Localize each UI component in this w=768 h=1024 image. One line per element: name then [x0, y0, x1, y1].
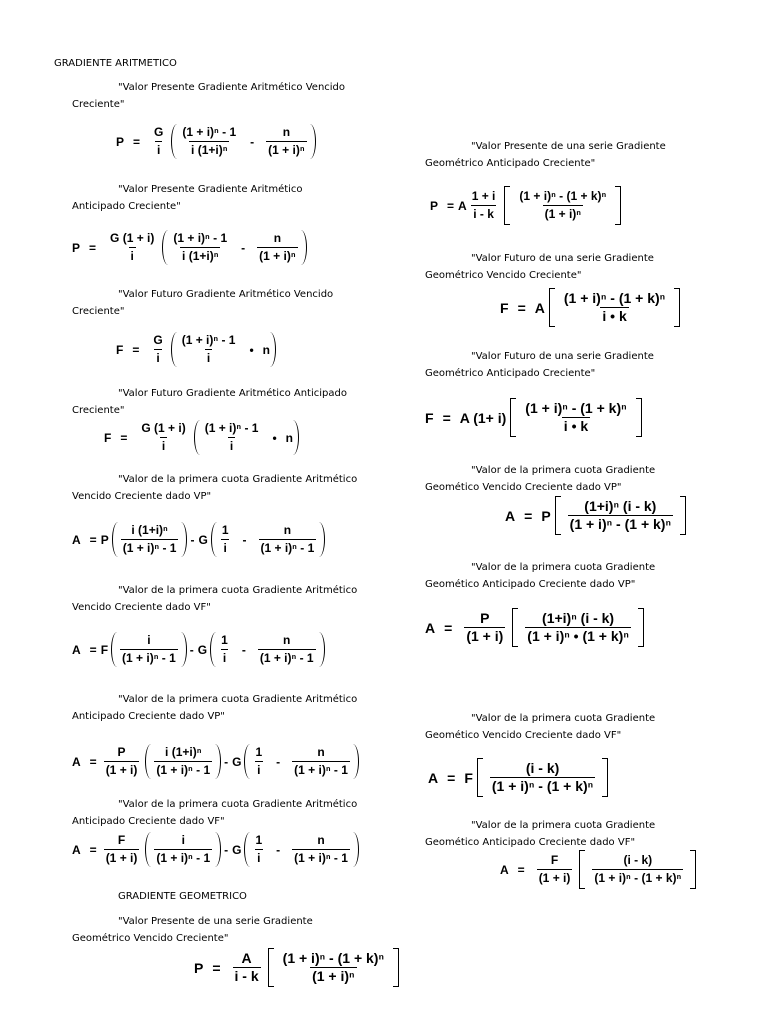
denominator: (1 + i)ⁿ: [259, 249, 296, 263]
denominator: i • k: [602, 308, 627, 324]
square-bracket: [512, 608, 644, 647]
section-heading-geometric: GRADIENTE GEOMETRICO: [118, 891, 247, 902]
fraction: [292, 834, 350, 865]
caption-line: "Valor Presente Gradiente Aritmético Vencido: [118, 82, 346, 93]
denominator: (1 + i)ⁿ - 1: [259, 651, 314, 665]
formula-equals: =: [447, 769, 456, 786]
formula-var: F: [464, 769, 473, 786]
denominator: i - k: [234, 968, 259, 984]
numerator: P: [480, 610, 490, 626]
formula-operator: -: [276, 754, 281, 769]
formula-cuota-arith-vencido-vf: [72, 632, 328, 667]
denominator: (1 + i)ⁿ: [268, 143, 305, 157]
formula-var: F: [425, 409, 434, 426]
denominator: (1 + i)ⁿ - 1: [260, 541, 315, 555]
formula-equals: =: [447, 198, 455, 213]
caption-line: "Valor Futuro de una serie Gradiente: [471, 351, 654, 362]
numerator: P: [117, 745, 126, 759]
formula-cuota-arith-vencido-vp: [72, 522, 328, 557]
term: (1 + i)ⁿ: [527, 628, 570, 644]
parenthesis: [210, 632, 324, 667]
fraction: [253, 834, 264, 865]
formula-equals: =: [89, 240, 97, 255]
parenthesis: [211, 522, 325, 557]
caption-line: Geométrico Anticipado Creciente": [425, 157, 596, 169]
caption-line: Vencido Creciente dado VF": [72, 601, 211, 613]
caption-line: Geomético Anticipado Creciente dado VP": [425, 578, 636, 590]
numerator: i: [181, 833, 185, 847]
formula-var: A: [425, 619, 436, 636]
fraction: [253, 746, 264, 777]
caption-line: "Valor Presente Gradiente Aritmético: [118, 184, 303, 195]
numerator: i (1+i)ⁿ: [165, 745, 202, 759]
numerator: [523, 402, 628, 417]
formula-equals: =: [517, 862, 525, 877]
fraction: [180, 334, 238, 365]
term: (1 + k)ⁿ: [337, 950, 385, 966]
denominator: [490, 777, 595, 793]
numerator: A: [241, 950, 252, 966]
formula-operator: -: [276, 842, 281, 857]
parenthesis: [171, 332, 276, 367]
denominator: i (1+i)ⁿ: [191, 143, 228, 157]
caption-line: "Valor de la primera cuota Gradiente: [471, 562, 656, 573]
section-heading-arithmetic: GRADIENTE ARITMETICO: [54, 58, 177, 69]
caption-line: Anticipado Creciente dado VF": [72, 815, 225, 827]
formula-equals: =: [517, 299, 526, 316]
formula-var: P: [116, 134, 125, 149]
parenthesis: [112, 522, 188, 557]
denominator: (1 + i)ⁿ - 1: [294, 763, 348, 777]
formula-var: G: [232, 754, 242, 769]
caption-vp-arith-anticipado: [72, 182, 372, 215]
term: (1 + k)ⁿ: [624, 516, 672, 532]
term: (1 + i)ⁿ: [594, 871, 631, 885]
formula-vf-arith-vencido: [116, 332, 279, 367]
denominator: (1 + i)ⁿ: [312, 968, 355, 984]
caption-line: "Valor de la primera cuota Gradiente Aritmético: [118, 585, 358, 596]
denominator: i: [130, 249, 134, 263]
formula-operator: •: [249, 342, 254, 357]
formula-var: A: [458, 198, 467, 213]
caption-line: "Valor de la primera cuota Gradiente: [471, 820, 656, 831]
numerator: n: [283, 523, 292, 537]
formula-var: G: [198, 532, 208, 547]
caption-cuota-geom-vencido-vp: [425, 463, 725, 496]
square-bracket: [477, 758, 608, 797]
numerator: (1+i)ⁿ (i - k): [584, 498, 657, 514]
formula-equals: =: [444, 619, 453, 636]
denominator: [592, 869, 683, 885]
caption-line: "Valor de la primera cuota Gradiente: [471, 713, 656, 724]
numerator: [562, 292, 667, 307]
formula-equals: =: [212, 959, 221, 976]
denominator: i (1+i)ⁿ: [182, 249, 219, 263]
parenthesis: [162, 230, 306, 265]
formula-term: A (1+ i): [459, 409, 507, 426]
formula-var: P: [100, 532, 109, 547]
fraction: [154, 746, 212, 777]
caption-line: Geomético Vencido Creciente dado VP": [425, 481, 622, 493]
fraction: [537, 854, 573, 885]
fraction: [490, 762, 595, 793]
term: (1 + k)ⁿ: [641, 871, 682, 885]
caption-line: "Valor Futuro Gradiente Aritmético Anticipado: [118, 388, 347, 399]
term: (1 + k)ⁿ: [566, 189, 607, 203]
caption-cuota-arith-anticipado-vp: [72, 692, 372, 725]
fraction: [259, 524, 317, 555]
caption-cuota-arith-anticipado-vf: [72, 797, 372, 830]
caption-line: Geométrico Vencido Creciente": [72, 932, 229, 944]
term: (1 + i)ⁿ: [491, 778, 535, 794]
formula-var: P: [430, 198, 439, 213]
fraction: [139, 422, 187, 453]
caption-line: Anticipado Creciente dado VP": [72, 710, 225, 722]
parenthesis: [145, 744, 221, 779]
denominator: i: [157, 143, 161, 157]
formula-var: F: [500, 299, 509, 316]
term: (1 + i)ⁿ: [282, 950, 326, 966]
denominator: (1 + i)ⁿ - 1: [156, 763, 211, 777]
numerator: G: [153, 333, 163, 347]
square-bracket: [555, 496, 686, 535]
formula-operator: -: [224, 842, 229, 857]
caption-vp-arith-vencido: [72, 80, 372, 113]
denominator: i • k: [563, 418, 589, 434]
denominator: [568, 515, 673, 531]
denominator: (1 + i): [105, 851, 138, 865]
formula-var: n: [285, 430, 294, 445]
numerator: i (1+i)ⁿ: [131, 523, 168, 537]
numerator: n: [317, 833, 325, 847]
parenthesis: [194, 420, 299, 455]
term: (1 + k)ⁿ: [618, 290, 666, 306]
square-bracket: [579, 850, 696, 889]
parenthesis: [111, 632, 187, 667]
formula-cuota-geom-vencido-vp: [505, 496, 690, 535]
numerator: (1+i)ⁿ (i - k): [542, 610, 615, 626]
fraction: [180, 126, 238, 157]
numerator: G (1 + i): [110, 231, 155, 245]
numerator: F: [550, 853, 559, 867]
formula-cuota-geom-anticipado-vp: [425, 608, 648, 647]
numerator: i: [147, 633, 151, 647]
formula-equals: =: [89, 532, 97, 547]
caption-line: Anticipado Creciente": [72, 200, 181, 212]
caption-vf-arith-vencido: [72, 287, 372, 320]
formula-var: P: [541, 507, 551, 524]
fraction: [121, 524, 179, 555]
caption-line: Creciente": [72, 98, 125, 110]
formula-operator: -: [610, 290, 615, 306]
numerator: 1: [255, 745, 263, 759]
numerator: n: [282, 125, 291, 139]
formula-var: A: [72, 642, 81, 657]
formula-var: P: [194, 959, 204, 976]
square-bracket: [549, 288, 680, 327]
formula-var: A: [505, 507, 516, 524]
caption-line: "Valor de la primera cuota Gradiente Aritmético: [118, 799, 358, 810]
caption-vf-arith-anticipado: [72, 386, 372, 419]
fraction: [257, 232, 297, 263]
formula-cuota-geom-anticipado-vf: [500, 850, 700, 889]
formula-operator: -: [634, 871, 639, 885]
fraction: [120, 634, 178, 665]
formula-equals: =: [89, 842, 97, 857]
parenthesis: [244, 744, 358, 779]
parenthesis: [145, 832, 221, 867]
denominator: (1 + i): [466, 628, 504, 644]
fraction: [220, 524, 231, 555]
formula-cuota-arith-anticipado-vf: [72, 832, 362, 867]
fraction: [281, 952, 386, 983]
formula-var: A: [72, 532, 81, 547]
caption-line: "Valor Futuro Gradiente Aritmético Vencido: [118, 289, 334, 300]
fraction: [592, 854, 683, 885]
fraction: [517, 190, 608, 221]
formula-var: A: [72, 754, 81, 769]
caption-vp-geom-vencido: [72, 914, 372, 947]
formula-var: F: [100, 642, 109, 657]
term: (1 + i)ⁿ: [569, 516, 613, 532]
numerator: 1 + i: [471, 189, 496, 203]
fraction: [104, 746, 140, 777]
formula-equals: =: [120, 430, 128, 445]
denominator: (1 + i)ⁿ - 1: [294, 851, 348, 865]
square-bracket: [504, 186, 621, 225]
formula-vf-arith-anticipado: [104, 420, 302, 455]
caption-line: "Valor de la primera cuota Gradiente Aritmético: [118, 474, 358, 485]
formula-operator: •: [272, 430, 277, 445]
fraction: [523, 402, 628, 433]
denominator: i: [206, 351, 211, 365]
numerator: [281, 952, 386, 967]
formula-equals: =: [133, 134, 141, 149]
square-bracket: [510, 398, 641, 437]
caption-cuota-geom-vencido-vf: [425, 711, 725, 744]
formula-var: G: [197, 642, 208, 657]
caption-cuota-geom-anticipado-vf: [425, 818, 725, 851]
numerator: G (1 + i): [141, 421, 186, 435]
formula-operator: -: [616, 516, 621, 532]
formula-equals: =: [132, 342, 140, 357]
fraction: [219, 634, 230, 665]
term: (1 + k)ⁿ: [580, 400, 627, 416]
formula-var: F: [104, 430, 112, 445]
numerator: (1 + i)ⁿ - 1: [204, 421, 259, 435]
formula-var: A: [428, 769, 439, 786]
parenthesis: [244, 832, 358, 867]
caption-line: Geomético Vencido Creciente dado VF": [425, 729, 622, 741]
numerator: n: [317, 745, 325, 759]
formula-operator: -: [559, 189, 564, 203]
numerator: n: [273, 231, 282, 245]
denominator: i: [257, 851, 261, 865]
caption-cuota-geom-anticipado-vp: [425, 560, 725, 593]
numerator: (i - k): [525, 760, 560, 776]
caption-vf-geom-anticipado: [425, 349, 725, 382]
denominator: (1 + i): [105, 763, 138, 777]
formula-operator: -: [190, 532, 195, 547]
denominator: (1 + i)ⁿ - 1: [122, 541, 177, 555]
denominator: i: [156, 351, 160, 365]
caption-vf-geom-vencido: [425, 251, 725, 284]
parenthesis: [171, 124, 315, 159]
term: (1 + i)ⁿ: [563, 290, 607, 306]
fraction: [258, 634, 316, 665]
fraction: [470, 190, 498, 221]
numerator: (1 + i)ⁿ - 1: [173, 231, 228, 245]
formula-vf-geom-vencido: [500, 288, 684, 327]
caption-line: Geomético Anticipado Creciente dado VF": [425, 836, 636, 848]
fraction: [292, 746, 350, 777]
formula-var: P: [72, 240, 81, 255]
formula-var: A: [534, 299, 545, 316]
caption-line: Geométrico Vencido Creciente": [425, 269, 582, 281]
formula-cuota-geom-vencido-vf: [428, 758, 612, 797]
fraction: [464, 612, 505, 643]
denominator: i - k: [473, 207, 494, 221]
term: (1 + i)ⁿ: [525, 400, 568, 416]
numerator: 1: [255, 833, 263, 847]
formula-operator: -: [241, 240, 246, 255]
formula-equals: =: [442, 409, 451, 426]
numerator: (i - k): [623, 853, 653, 867]
fraction: [171, 232, 229, 263]
formula-operator: -: [241, 642, 246, 657]
formula-vp-geom-vencido: [194, 948, 403, 987]
numerator: (1 + i)ⁿ - 1: [182, 125, 237, 139]
formula-operator: -: [571, 400, 577, 416]
formula-operator: -: [242, 532, 247, 547]
denominator: i: [223, 541, 227, 555]
caption-line: "Valor Futuro de una serie Gradiente: [471, 253, 654, 264]
formula-var: n: [262, 342, 271, 357]
denominator: i: [229, 439, 234, 453]
denominator: (1 + i)ⁿ - 1: [122, 651, 176, 665]
term: (1 + k)ⁿ: [546, 778, 594, 794]
formula-equals: =: [89, 642, 97, 657]
formula-operator: •: [573, 628, 579, 644]
formula-equals: =: [524, 507, 533, 524]
numerator: 1: [221, 523, 229, 537]
caption-line: "Valor Presente de una serie Gradiente: [118, 916, 313, 927]
fraction: [266, 126, 306, 157]
term: (1 + i)ⁿ: [519, 189, 556, 203]
numerator: G: [154, 125, 164, 139]
caption-line: "Valor de la primera cuota Gradiente: [471, 465, 656, 476]
fraction: [152, 126, 165, 157]
denominator: (1 + i)ⁿ: [544, 207, 582, 221]
formula-operator: -: [189, 642, 194, 657]
caption-cuota-arith-vencido-vf: [72, 583, 372, 616]
numerator: 1: [221, 633, 228, 647]
square-bracket: [268, 948, 399, 987]
formula-operator: -: [250, 134, 255, 149]
numerator: [517, 190, 608, 205]
caption-line: Creciente": [72, 404, 125, 416]
formula-vf-geom-anticipado: [425, 398, 646, 437]
fraction: [154, 834, 212, 865]
caption-line: Creciente": [72, 305, 125, 317]
caption-line: "Valor de la primera cuota Gradiente Aritmético: [118, 694, 358, 705]
fraction: [151, 334, 164, 365]
formula-var: A: [500, 862, 509, 877]
fraction: [233, 952, 261, 983]
formula-equals: =: [89, 754, 97, 769]
caption-line: "Valor Presente de una serie Gradiente: [471, 141, 666, 152]
denominator: i: [222, 651, 227, 665]
denominator: [525, 627, 631, 643]
formula-cuota-arith-anticipado-vp: [72, 744, 362, 779]
formula-vp-arith-anticipado: [72, 230, 310, 265]
denominator: i: [161, 439, 166, 453]
caption-vp-geom-anticipado: [425, 139, 725, 172]
fraction: [203, 422, 261, 453]
numerator: (1 + i)ⁿ - 1: [181, 333, 236, 347]
caption-line: Vencido Creciente dado VP": [72, 490, 212, 502]
caption-cuota-arith-vencido-vp: [72, 472, 372, 505]
numerator: F: [117, 833, 126, 847]
fraction: [525, 612, 631, 643]
denominator: (1 + i): [538, 871, 571, 885]
formula-var: A: [72, 842, 81, 857]
formula-var: G: [232, 842, 242, 857]
denominator: (1 + i)ⁿ - 1: [156, 851, 211, 865]
fraction: [568, 500, 673, 531]
formula-operator: -: [329, 950, 334, 966]
fraction: [108, 232, 156, 263]
denominator: i: [257, 763, 261, 777]
fraction: [104, 834, 140, 865]
formula-var: F: [116, 342, 124, 357]
term: (1 + k)ⁿ: [582, 628, 629, 644]
formula-operator: -: [224, 754, 229, 769]
fraction: [562, 292, 667, 323]
numerator: n: [283, 633, 291, 647]
formula-vp-geom-anticipado: [430, 186, 625, 225]
caption-line: Geométrico Anticipado Creciente": [425, 367, 596, 379]
formula-vp-arith-vencido: [116, 124, 319, 159]
formula-operator: -: [538, 778, 543, 794]
